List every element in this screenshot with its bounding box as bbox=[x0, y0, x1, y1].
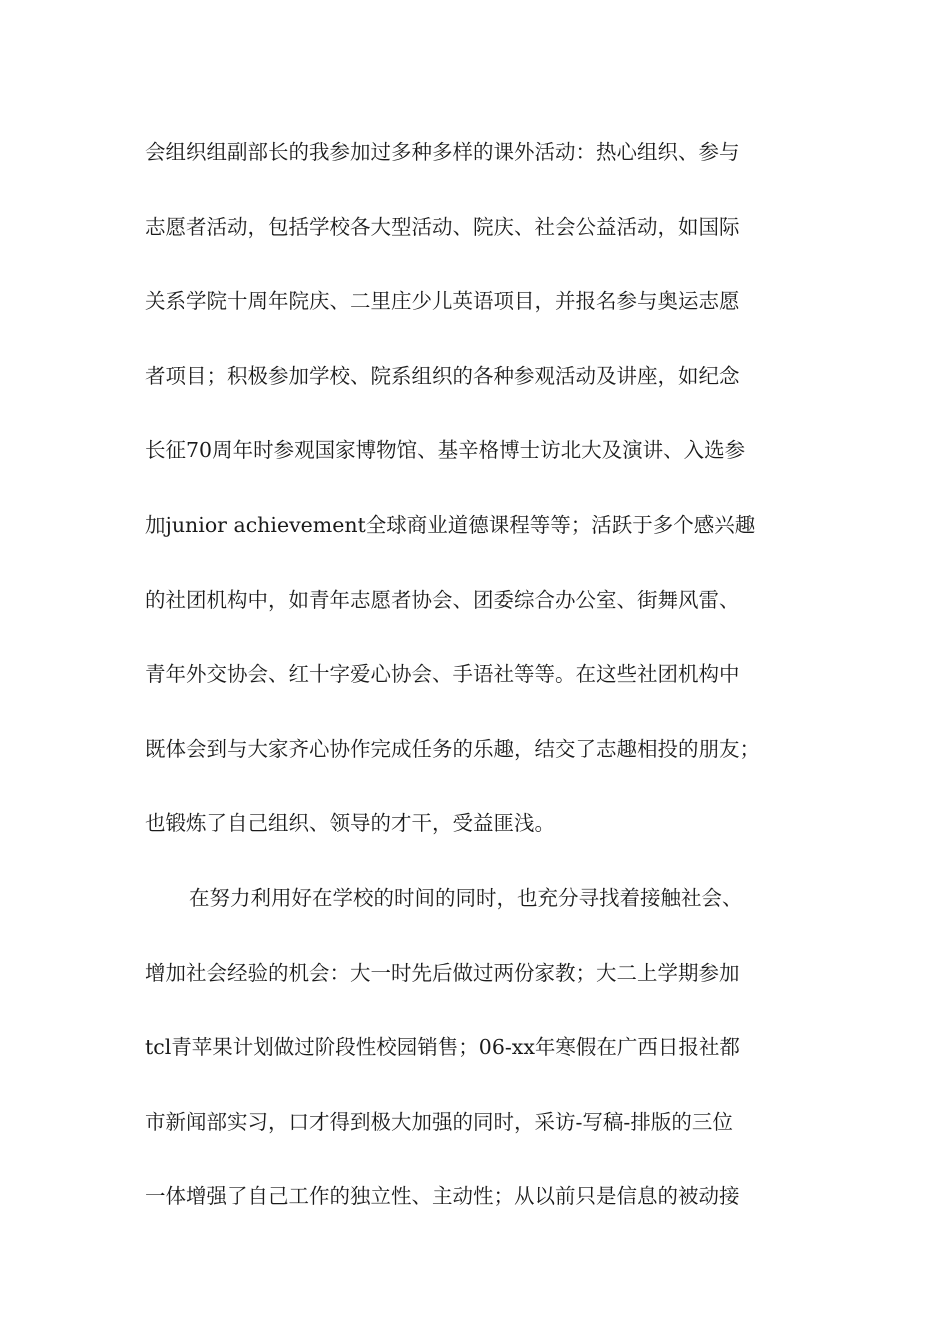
text-line: 也锻炼了自己组织、领导的才干，受益匪浅。 bbox=[145, 811, 555, 836]
text-line: 会组织组副部长的我参加过多种多样的课外活动：热心组织、参与 bbox=[145, 140, 740, 164]
text-line: 青年外交协会、红十字爱心协会、手语社等等。在这些社团机构中 bbox=[145, 662, 740, 687]
text-line: 长征70周年时参观国家博物馆、基辛格博士访北大及演讲、入选参 bbox=[145, 438, 746, 463]
text-line: 者项目；积极参加学校、院系组织的各种参观活动及讲座，如纪念 bbox=[145, 363, 740, 388]
text-line: 一体增强了自己工作的独立性、主动性；从以前只是信息的被动接 bbox=[145, 1184, 740, 1209]
text-line: 加junior achievement全球商业道德课程等等；活跃于多个感兴趣 bbox=[145, 512, 756, 537]
text-line: tcl青苹果计划做过阶段性校园销售；06-xx年寒假在广西日报社都 bbox=[145, 1035, 740, 1060]
text-line: 关系学院十周年院庆、二里庄少儿英语项目，并报名参与奥运志愿 bbox=[145, 289, 740, 314]
text-line: 既体会到与大家齐心协作完成任务的乐趣，结交了志趣相投的朋友； bbox=[145, 736, 760, 761]
text-line: 的社团机构中，如青年志愿者协会、团委综合办公室、街舞风雷、 bbox=[145, 587, 740, 612]
text-line: 市新闻部实习，口才得到极大加强的同时，采访-写稿-排版的三位 bbox=[145, 1109, 733, 1134]
document-body bbox=[145, 130, 825, 1249]
text-line: 增加社会经验的机会：大一时先后做过两份家教；大二上学期参加 bbox=[145, 960, 740, 985]
paragraph-1 bbox=[145, 130, 825, 876]
text-line: 在努力利用好在学校的时间的同时，也充分寻找着接触社会、 bbox=[189, 885, 743, 910]
paragraph-2 bbox=[145, 876, 825, 1249]
text-line: 志愿者活动，包括学校各大型活动、院庆、社会公益活动，如国际 bbox=[145, 214, 740, 239]
